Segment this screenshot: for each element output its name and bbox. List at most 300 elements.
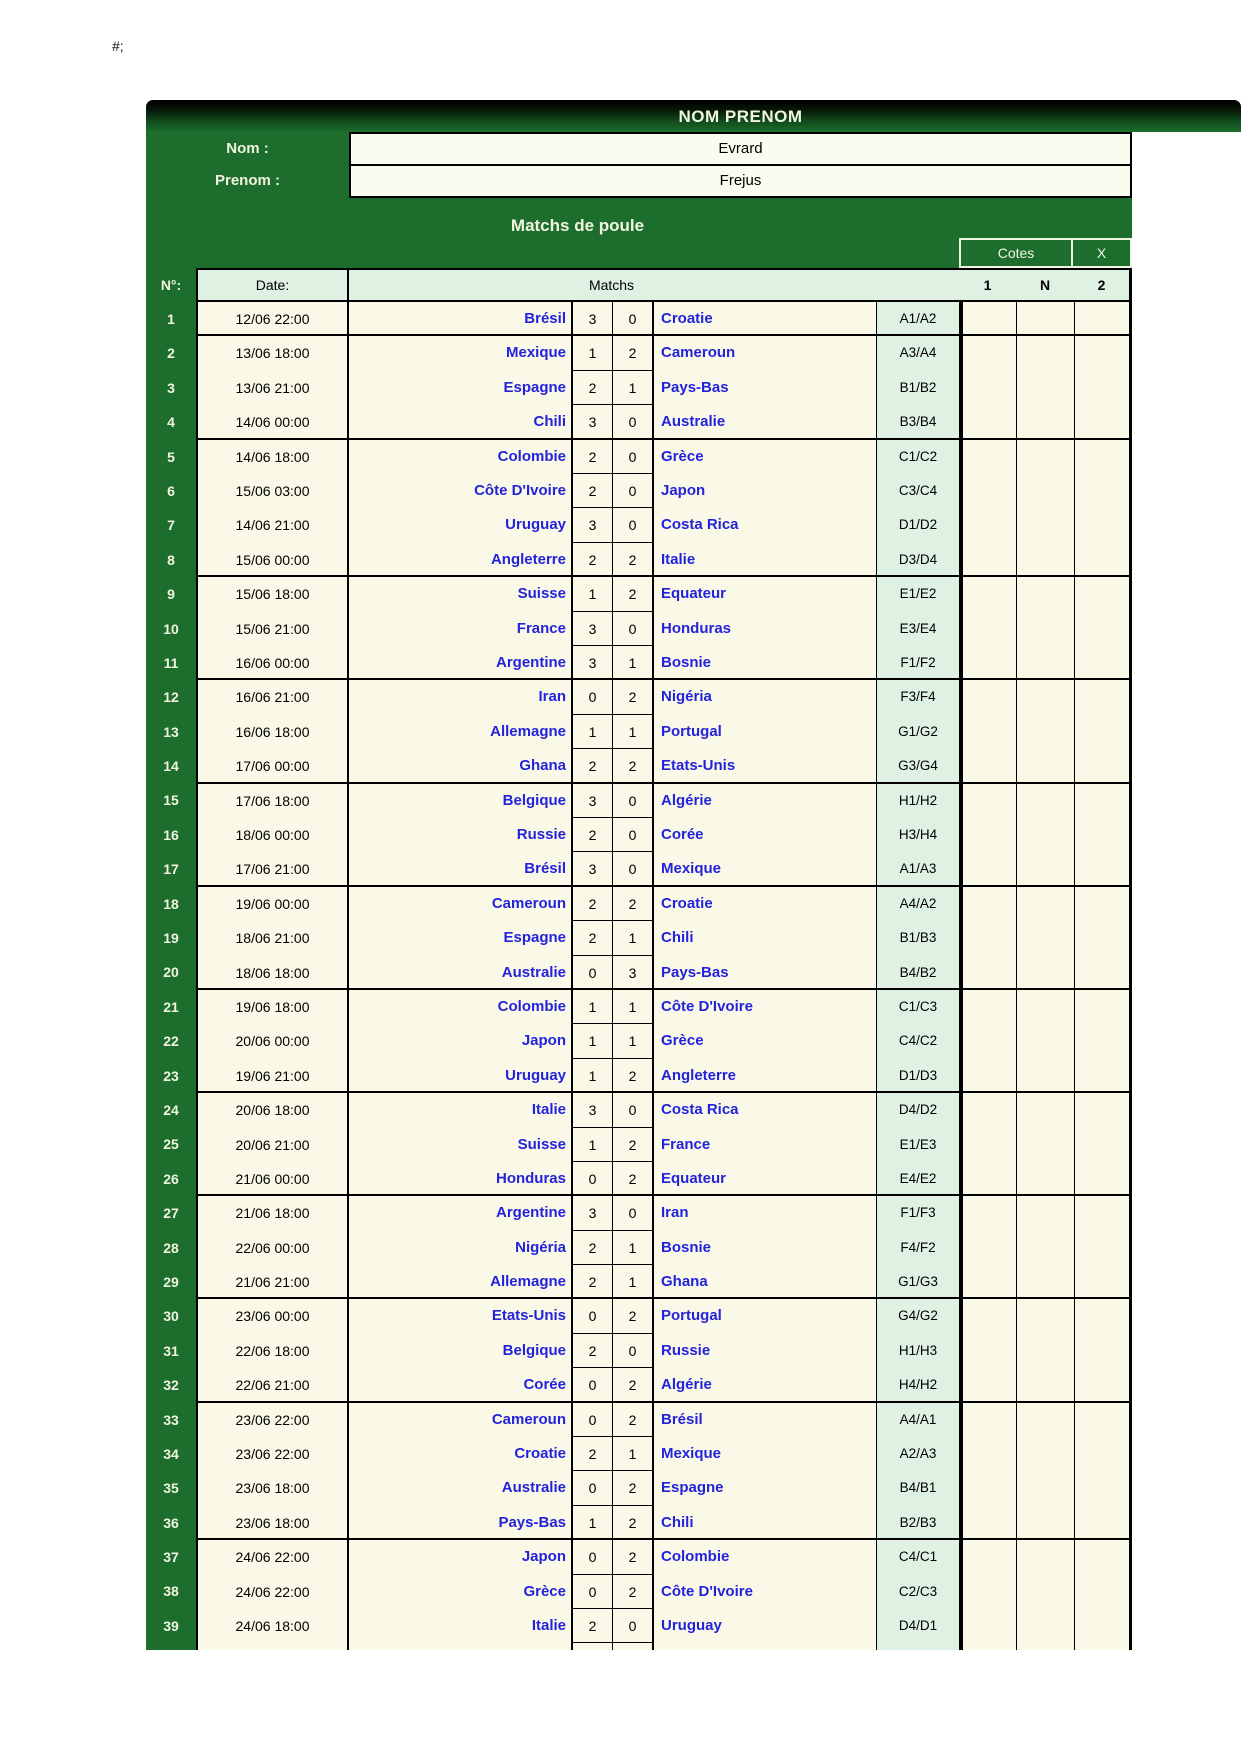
home-team: Ghana (519, 757, 566, 775)
group-code: B1/B2 (899, 379, 937, 395)
odds-cell-n-column (1016, 440, 1074, 576)
prenom-field-value[interactable]: Frejus (349, 164, 1132, 198)
away-team: Nigéria (661, 688, 712, 706)
row-number: 6 (167, 482, 175, 499)
home-team-column (347, 1196, 571, 1297)
away-team: Iran (661, 1204, 689, 1222)
odds-cell-n[interactable] (1017, 1437, 1074, 1471)
odds-cell-n[interactable] (1017, 577, 1074, 611)
odds-cell-1[interactable] (963, 1162, 1016, 1196)
odds-cell-2[interactable] (1075, 474, 1129, 508)
away-score-column (612, 1299, 652, 1400)
odds-cell-n[interactable] (1017, 887, 1074, 921)
odds-cell-2[interactable] (1075, 990, 1129, 1024)
odds-cell-2-column (1074, 1299, 1132, 1400)
home-score: 0 (573, 1368, 612, 1402)
odds-cell-n-column (1016, 577, 1074, 678)
row-number: 29 (163, 1273, 179, 1290)
odds-cell-n[interactable] (1017, 1162, 1074, 1196)
odds-cell-1[interactable] (963, 1506, 1016, 1540)
home-team: Uruguay (505, 1066, 566, 1084)
home-team: Japon (521, 1032, 566, 1050)
odds-cell-1[interactable] (963, 1059, 1016, 1093)
home-team-column (347, 1299, 571, 1400)
odds-cell-2[interactable] (1075, 1609, 1129, 1643)
odds-cell-n[interactable] (1017, 1299, 1074, 1333)
odds-cell-2[interactable] (1075, 1540, 1129, 1574)
odds-cell-2-column (1074, 887, 1132, 988)
odds-cell-2[interactable] (1075, 1024, 1129, 1058)
group-code: C4/C2 (898, 1033, 938, 1049)
odds-cell-1[interactable] (963, 508, 1016, 542)
group-code-column (876, 680, 959, 781)
row-number: 36 (163, 1514, 179, 1531)
odds-cell-2[interactable] (1075, 956, 1129, 990)
odds-cell-n[interactable] (1017, 1506, 1074, 1540)
home-score: 3 (573, 302, 612, 336)
odds-cell-1[interactable] (963, 405, 1016, 439)
odds-cell-n[interactable] (1017, 1059, 1074, 1093)
odds-cell-2-column (1074, 990, 1132, 1091)
odds-cell-n[interactable] (1017, 1128, 1074, 1162)
corner-print-artifact: #; (112, 38, 124, 54)
group-code: G1/G3 (898, 1274, 938, 1290)
match-date: 17/06 21:00 (235, 861, 310, 878)
match-date: 14/06 00:00 (235, 414, 310, 431)
odds-cell-n[interactable] (1017, 371, 1074, 405)
away-score: 1 (613, 1437, 652, 1471)
group-code-column (876, 887, 959, 988)
home-team-column (347, 336, 571, 437)
odds-cell-1[interactable] (963, 1437, 1016, 1471)
odds-cell-n[interactable] (1017, 646, 1074, 680)
odds-cell-1[interactable] (963, 577, 1016, 611)
group-code: F1/F2 (900, 654, 936, 670)
title-band (146, 100, 1241, 132)
home-score: 1 (573, 1059, 612, 1093)
odds-n-header: N (1039, 277, 1051, 293)
odds-cell-2[interactable] (1075, 1506, 1129, 1540)
odds-cell-2[interactable] (1075, 715, 1129, 749)
group-code: A4/A2 (899, 895, 937, 911)
odds-cell-2[interactable] (1075, 1128, 1129, 1162)
odds-cell-1[interactable] (963, 1093, 1016, 1127)
odds-cell-1[interactable] (963, 543, 1016, 577)
row-number: 4 (167, 414, 175, 431)
group-code: C4/C1 (898, 1549, 938, 1565)
match-date: 17/06 00:00 (235, 758, 310, 775)
odds-cell-n-column (1016, 784, 1074, 885)
home-score: 2 (573, 543, 612, 577)
home-score: 1 (573, 1128, 612, 1162)
odds-cell-n[interactable] (1017, 990, 1074, 1024)
odds-cell-2-column (1074, 577, 1132, 678)
home-score: 1 (573, 1506, 612, 1540)
odds-cell-2[interactable] (1075, 818, 1129, 852)
group-code-column (876, 1299, 959, 1400)
odds-cell-n[interactable] (1017, 715, 1074, 749)
home-score-column (571, 1403, 612, 1539)
odds-cell-2[interactable] (1075, 749, 1129, 783)
prenom-field-label: Prenom : (214, 172, 280, 189)
odds-cell-n[interactable] (1017, 1609, 1074, 1643)
odds-cell-2[interactable] (1075, 1643, 1129, 1650)
odds-cell-2[interactable] (1075, 336, 1129, 370)
home-score-column (571, 887, 612, 988)
odds-cell-1[interactable] (963, 680, 1016, 714)
odds-cell-1[interactable] (963, 1231, 1016, 1265)
home-team: Cameroun (491, 1410, 566, 1428)
away-score: 2 (613, 1575, 652, 1609)
cotes-header: Cotes (959, 238, 1073, 268)
odds-cell-1[interactable] (963, 646, 1016, 680)
away-team (654, 1643, 876, 1650)
odds-cell-2-column (1074, 1196, 1132, 1297)
odds-cell-n[interactable] (1017, 543, 1074, 577)
odds-cell-2[interactable] (1075, 1437, 1129, 1471)
home-team-column (347, 440, 571, 576)
odds-cell-n[interactable] (1017, 1540, 1074, 1574)
away-team: Angleterre (661, 1066, 737, 1084)
away-team: Honduras (661, 619, 732, 637)
odds-cell-2[interactable] (1075, 680, 1129, 714)
group-code: C1/C3 (898, 998, 938, 1014)
home-team: Belgique (502, 1341, 566, 1359)
home-team-column (347, 990, 571, 1091)
match-block (196, 887, 1132, 990)
odds-cell-n[interactable] (1017, 1403, 1074, 1437)
odds-cell-2[interactable] (1075, 405, 1129, 439)
odds-cell-n[interactable] (1017, 1093, 1074, 1127)
odds-cell-1[interactable] (963, 612, 1016, 646)
odds-cell-1[interactable] (963, 990, 1016, 1024)
group-code-column (876, 1540, 959, 1650)
away-score: 2 (613, 1059, 652, 1093)
odds-cell-n[interactable] (1017, 680, 1074, 714)
group-code: B4/B1 (899, 1480, 937, 1496)
odds-cell-1[interactable] (963, 1368, 1016, 1402)
home-score: 1 (573, 715, 612, 749)
odds-cell-n-column (1016, 336, 1074, 437)
odds-cell-2[interactable] (1075, 371, 1129, 405)
away-score: 2 (613, 543, 652, 577)
away-team-column (652, 887, 876, 988)
odds-cell-2[interactable] (1075, 1093, 1129, 1127)
odds-cell-n[interactable] (1017, 1024, 1074, 1058)
home-team-column (347, 1093, 571, 1194)
match-date: 15/06 03:00 (235, 482, 310, 499)
odds-cell-n[interactable] (1017, 818, 1074, 852)
match-date: 20/06 00:00 (235, 1033, 310, 1050)
match-date-column (196, 302, 347, 334)
odds-cell-2[interactable] (1075, 543, 1129, 577)
odds-cell-2[interactable] (1075, 1265, 1129, 1299)
home-team: Argentine (495, 1204, 566, 1222)
row-number: 23 (163, 1067, 179, 1084)
row-number: 1 (167, 311, 175, 327)
odds-cell-2[interactable] (1075, 577, 1129, 611)
away-team: Uruguay (661, 1617, 722, 1635)
match-date: 15/06 18:00 (235, 586, 310, 603)
odds-cell-n[interactable] (1017, 956, 1074, 990)
home-team-column (347, 680, 571, 781)
home-team: Pays-Bas (498, 1513, 566, 1531)
row-number: 16 (163, 826, 179, 843)
match-date-column (196, 990, 347, 1091)
odds-cell-n-column (1016, 887, 1074, 988)
odds-cell-1[interactable] (963, 1334, 1016, 1368)
odds-cell-1[interactable] (963, 1540, 1016, 1574)
row-number: 30 (163, 1308, 179, 1325)
odds-cell-2[interactable] (1075, 1403, 1129, 1437)
odds-cell-2[interactable] (1075, 1334, 1129, 1368)
odds-cell-n[interactable] (1017, 749, 1074, 783)
match-date-column (196, 440, 347, 576)
name-fields-panel (146, 132, 1132, 268)
match-date: 21/06 18:00 (235, 1205, 310, 1222)
away-team: Costa Rica (661, 516, 739, 534)
match-date-column (196, 1540, 347, 1650)
home-team: Suisse (517, 1135, 566, 1153)
odds-cell-n[interactable] (1017, 1471, 1074, 1505)
home-team: Allemagne (490, 722, 566, 740)
home-team: Russie (516, 825, 566, 843)
odds-cell-2[interactable] (1075, 887, 1129, 921)
match-date-column (196, 1093, 347, 1194)
home-team: Japon (521, 1548, 566, 1566)
odds-cell-1[interactable] (963, 1265, 1016, 1299)
group-code (877, 1643, 959, 1650)
odds-2-header: 2 (1097, 277, 1106, 293)
home-score: 1 (573, 577, 612, 611)
group-code: E1/E2 (899, 586, 937, 602)
odds-cell-n[interactable] (1017, 1231, 1074, 1265)
match-date: 17/06 18:00 (235, 792, 310, 809)
match-date: 21/06 21:00 (235, 1274, 310, 1291)
group-code: A1/A2 (899, 311, 937, 326)
odds-cell-2[interactable] (1075, 440, 1129, 474)
match-date: 20/06 18:00 (235, 1102, 310, 1119)
odds-cell-1[interactable] (963, 440, 1016, 474)
home-score-column (571, 1196, 612, 1297)
odds-cell-n[interactable] (1017, 852, 1074, 886)
group-code: A3/A4 (899, 345, 937, 361)
home-score: 0 (573, 1575, 612, 1609)
odds-cell-n[interactable] (1017, 1334, 1074, 1368)
odds-cell-n[interactable] (1017, 784, 1074, 818)
home-score: 1 (573, 1024, 612, 1058)
odds-cell-1[interactable] (963, 1196, 1016, 1230)
odds-cell-n[interactable] (1017, 612, 1074, 646)
home-team: Italie (531, 1617, 566, 1635)
odds-cell-2[interactable] (1075, 921, 1129, 955)
odds-cell-n[interactable] (1017, 1196, 1074, 1230)
away-team: Bosnie (661, 653, 712, 671)
home-score-column (571, 302, 612, 334)
odds-cell-2[interactable] (1075, 508, 1129, 542)
match-date: 12/06 22:00 (235, 311, 310, 327)
home-team: Grèce (523, 1582, 566, 1600)
odds-cell-n[interactable] (1017, 405, 1074, 439)
odds-cell-1[interactable] (963, 1128, 1016, 1162)
away-team: Cameroun (661, 344, 736, 362)
row-number: 24 (163, 1101, 179, 1118)
row-number: 31 (163, 1342, 179, 1359)
odds-cell-1[interactable] (963, 1575, 1016, 1609)
away-score: 0 (613, 784, 652, 818)
odds-cell-1-column (959, 887, 1016, 988)
odds-cell-1-column (959, 784, 1016, 885)
away-team: Russie (661, 1341, 711, 1359)
odds-cell-2[interactable] (1075, 302, 1129, 336)
odds-cell-1[interactable] (963, 956, 1016, 990)
home-score-column (571, 1540, 612, 1650)
away-team: Côte D'Ivoire (661, 1582, 753, 1600)
odds-cell-2[interactable] (1075, 646, 1129, 680)
match-date-column (196, 1196, 347, 1297)
row-number: 27 (163, 1205, 179, 1222)
home-score: 0 (573, 956, 612, 990)
row-number: 35 (163, 1480, 179, 1497)
away-team: Brésil (661, 1410, 703, 1428)
odds-cell-1[interactable] (963, 818, 1016, 852)
odds-cell-1[interactable] (963, 302, 1016, 336)
odds-cell-n[interactable] (1017, 1575, 1074, 1609)
odds-cell-n[interactable] (1017, 921, 1074, 955)
odds-cell-2[interactable] (1075, 612, 1129, 646)
match-block (196, 990, 1132, 1093)
home-score: 0 (573, 1299, 612, 1333)
home-team: Brésil (524, 860, 566, 878)
home-team: Australie (501, 963, 566, 981)
match-date: 18/06 18:00 (235, 964, 310, 981)
row-number: 39 (163, 1617, 179, 1634)
row-number: 26 (163, 1170, 179, 1187)
group-code: B2/B3 (899, 1514, 937, 1530)
away-team-column (652, 680, 876, 781)
home-score-column (571, 784, 612, 885)
row-number: 8 (167, 551, 175, 568)
odds-cell-n[interactable] (1017, 302, 1074, 336)
away-team: France (661, 1135, 711, 1153)
group-code: G3/G4 (898, 758, 938, 774)
odds-cell-1[interactable] (963, 371, 1016, 405)
group-code: D1/D2 (898, 517, 938, 533)
odds-cell-n[interactable] (1017, 1265, 1074, 1299)
odds-cell-n[interactable] (1017, 440, 1074, 474)
away-score: 2 (613, 680, 652, 714)
table-grid (196, 268, 1132, 1635)
away-team: Pays-Bas (661, 963, 729, 981)
odds-cell-2[interactable] (1075, 1231, 1129, 1265)
odds-cell-2-column (1074, 680, 1132, 781)
odds-cell-1[interactable] (963, 921, 1016, 955)
odds-cell-2[interactable] (1075, 1299, 1129, 1333)
group-code: D4/D2 (898, 1102, 938, 1118)
odds-cell-2[interactable] (1075, 1368, 1129, 1402)
match-date: 23/06 22:00 (235, 1411, 310, 1428)
row-number: 7 (167, 517, 175, 534)
away-team-column (652, 1196, 876, 1297)
away-score: 0 (613, 818, 652, 852)
odds-cell-1[interactable] (963, 474, 1016, 508)
away-score: 2 (613, 887, 652, 921)
group-code: C3/C4 (898, 482, 938, 498)
match-date: 15/06 21:00 (235, 620, 310, 637)
match-block (196, 1299, 1132, 1402)
away-team: Grèce (661, 1032, 704, 1050)
match-date: 24/06 22:00 (235, 1583, 310, 1600)
odds-cell-n[interactable] (1017, 1643, 1074, 1650)
page-title: NOM PRENOM (678, 107, 803, 126)
odds-cell-1[interactable] (963, 1471, 1016, 1505)
odds-cell-n[interactable] (1017, 474, 1074, 508)
odds-cell-1[interactable] (963, 336, 1016, 370)
odds-cell-2[interactable] (1075, 852, 1129, 886)
away-team: Bosnie (661, 1238, 712, 1256)
away-score: 0 (613, 440, 652, 474)
group-code: B3/B4 (899, 414, 937, 430)
home-score: 2 (573, 474, 612, 508)
odds-cell-2[interactable] (1075, 1162, 1129, 1196)
odds-cell-2[interactable] (1075, 1196, 1129, 1230)
away-team: Espagne (661, 1479, 724, 1497)
odds-cell-1[interactable] (963, 715, 1016, 749)
nom-field-value[interactable]: Evrard (349, 132, 1132, 166)
odds-cell-1[interactable] (963, 1643, 1016, 1650)
odds-cell-n-column (1016, 680, 1074, 781)
odds-cell-1[interactable] (963, 1299, 1016, 1333)
match-block (196, 440, 1132, 578)
group-code-column (876, 577, 959, 678)
odds-cell-2-column (1074, 1403, 1132, 1539)
odds-cell-1[interactable] (963, 1403, 1016, 1437)
odds-cell-1[interactable] (963, 749, 1016, 783)
odds-cell-1[interactable] (963, 852, 1016, 886)
row-number: 12 (163, 689, 179, 706)
odds-cell-1[interactable] (963, 1609, 1016, 1643)
odds-cell-2[interactable] (1075, 1471, 1129, 1505)
odds-cell-n[interactable] (1017, 1368, 1074, 1402)
away-team-column (652, 1093, 876, 1194)
odds-cell-1[interactable] (963, 1024, 1016, 1058)
group-code-column (876, 1093, 959, 1194)
odds-cell-n[interactable] (1017, 336, 1074, 370)
odds-cell-2[interactable] (1075, 1059, 1129, 1093)
home-team-column (347, 887, 571, 988)
away-score: 1 (613, 921, 652, 955)
away-team: Japon (661, 481, 706, 499)
match-date: 13/06 18:00 (235, 345, 310, 362)
home-team: Italie (531, 1101, 566, 1119)
row-number: 25 (163, 1136, 179, 1153)
row-number: 15 (163, 792, 179, 809)
away-score: 1 (613, 646, 652, 680)
home-team: Allemagne (490, 1273, 566, 1291)
odds-cell-2[interactable] (1075, 1575, 1129, 1609)
match-block (196, 784, 1132, 887)
away-score: 0 (613, 302, 652, 336)
home-team-column (347, 1403, 571, 1539)
odds-cell-1-column (959, 680, 1016, 781)
away-score-column (612, 336, 652, 437)
match-date-column (196, 1299, 347, 1400)
home-score: 2 (573, 440, 612, 474)
odds-cell-n[interactable] (1017, 508, 1074, 542)
odds-cell-1[interactable] (963, 784, 1016, 818)
odds-cell-2[interactable] (1075, 784, 1129, 818)
odds-cell-1[interactable] (963, 887, 1016, 921)
